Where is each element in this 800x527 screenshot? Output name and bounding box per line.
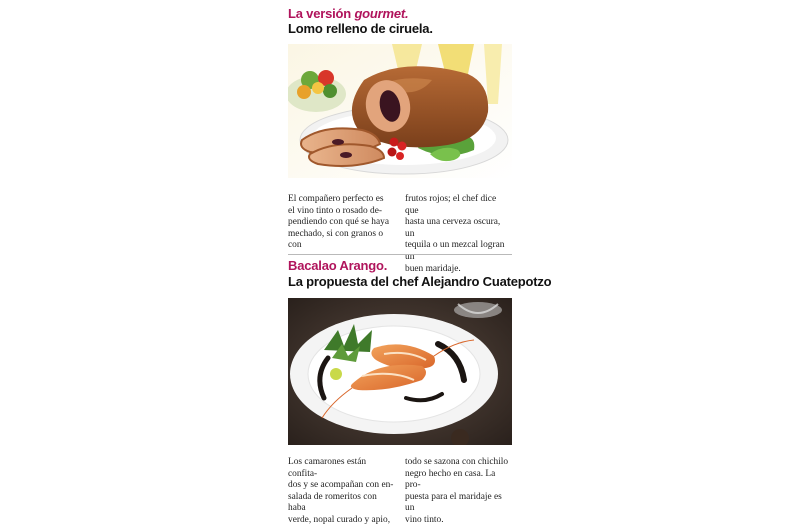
article-kicker (288, 6, 408, 21)
article-body-right: todo se sazona con chichilo negro hecho en casa. La pro- puesta para el maridaje es un vino tinto. (405, 457, 509, 525)
kicker-text: La versión (288, 6, 355, 21)
article-kicker: Bacalao Arango. (288, 258, 388, 273)
article-body-left: El compañero perfecto es el vino tinto o rosado de- pendiendo con qué se haya mechado, si con granos o con (288, 194, 390, 251)
kicker-italic: gourmet. (354, 6, 409, 21)
article-headline: Lomo relleno de ciruela. (288, 21, 433, 36)
article-body-left: Los camarones están confita- dos y se acompañan con en- salada de romeritos con haba verde, nopal curado y apio, (288, 457, 394, 525)
shrimp-dish-photo (288, 298, 512, 445)
article-headline: La propuesta del chef Alejandro Cuatepotzo (288, 274, 552, 289)
article-body-right: frutos rojos; el chef dice que hasta una cerveza oscura, un tequila o un mezcal logran un buen maridaje. (405, 194, 505, 274)
section-divider (288, 254, 512, 255)
pork-loin-photo (288, 44, 512, 178)
